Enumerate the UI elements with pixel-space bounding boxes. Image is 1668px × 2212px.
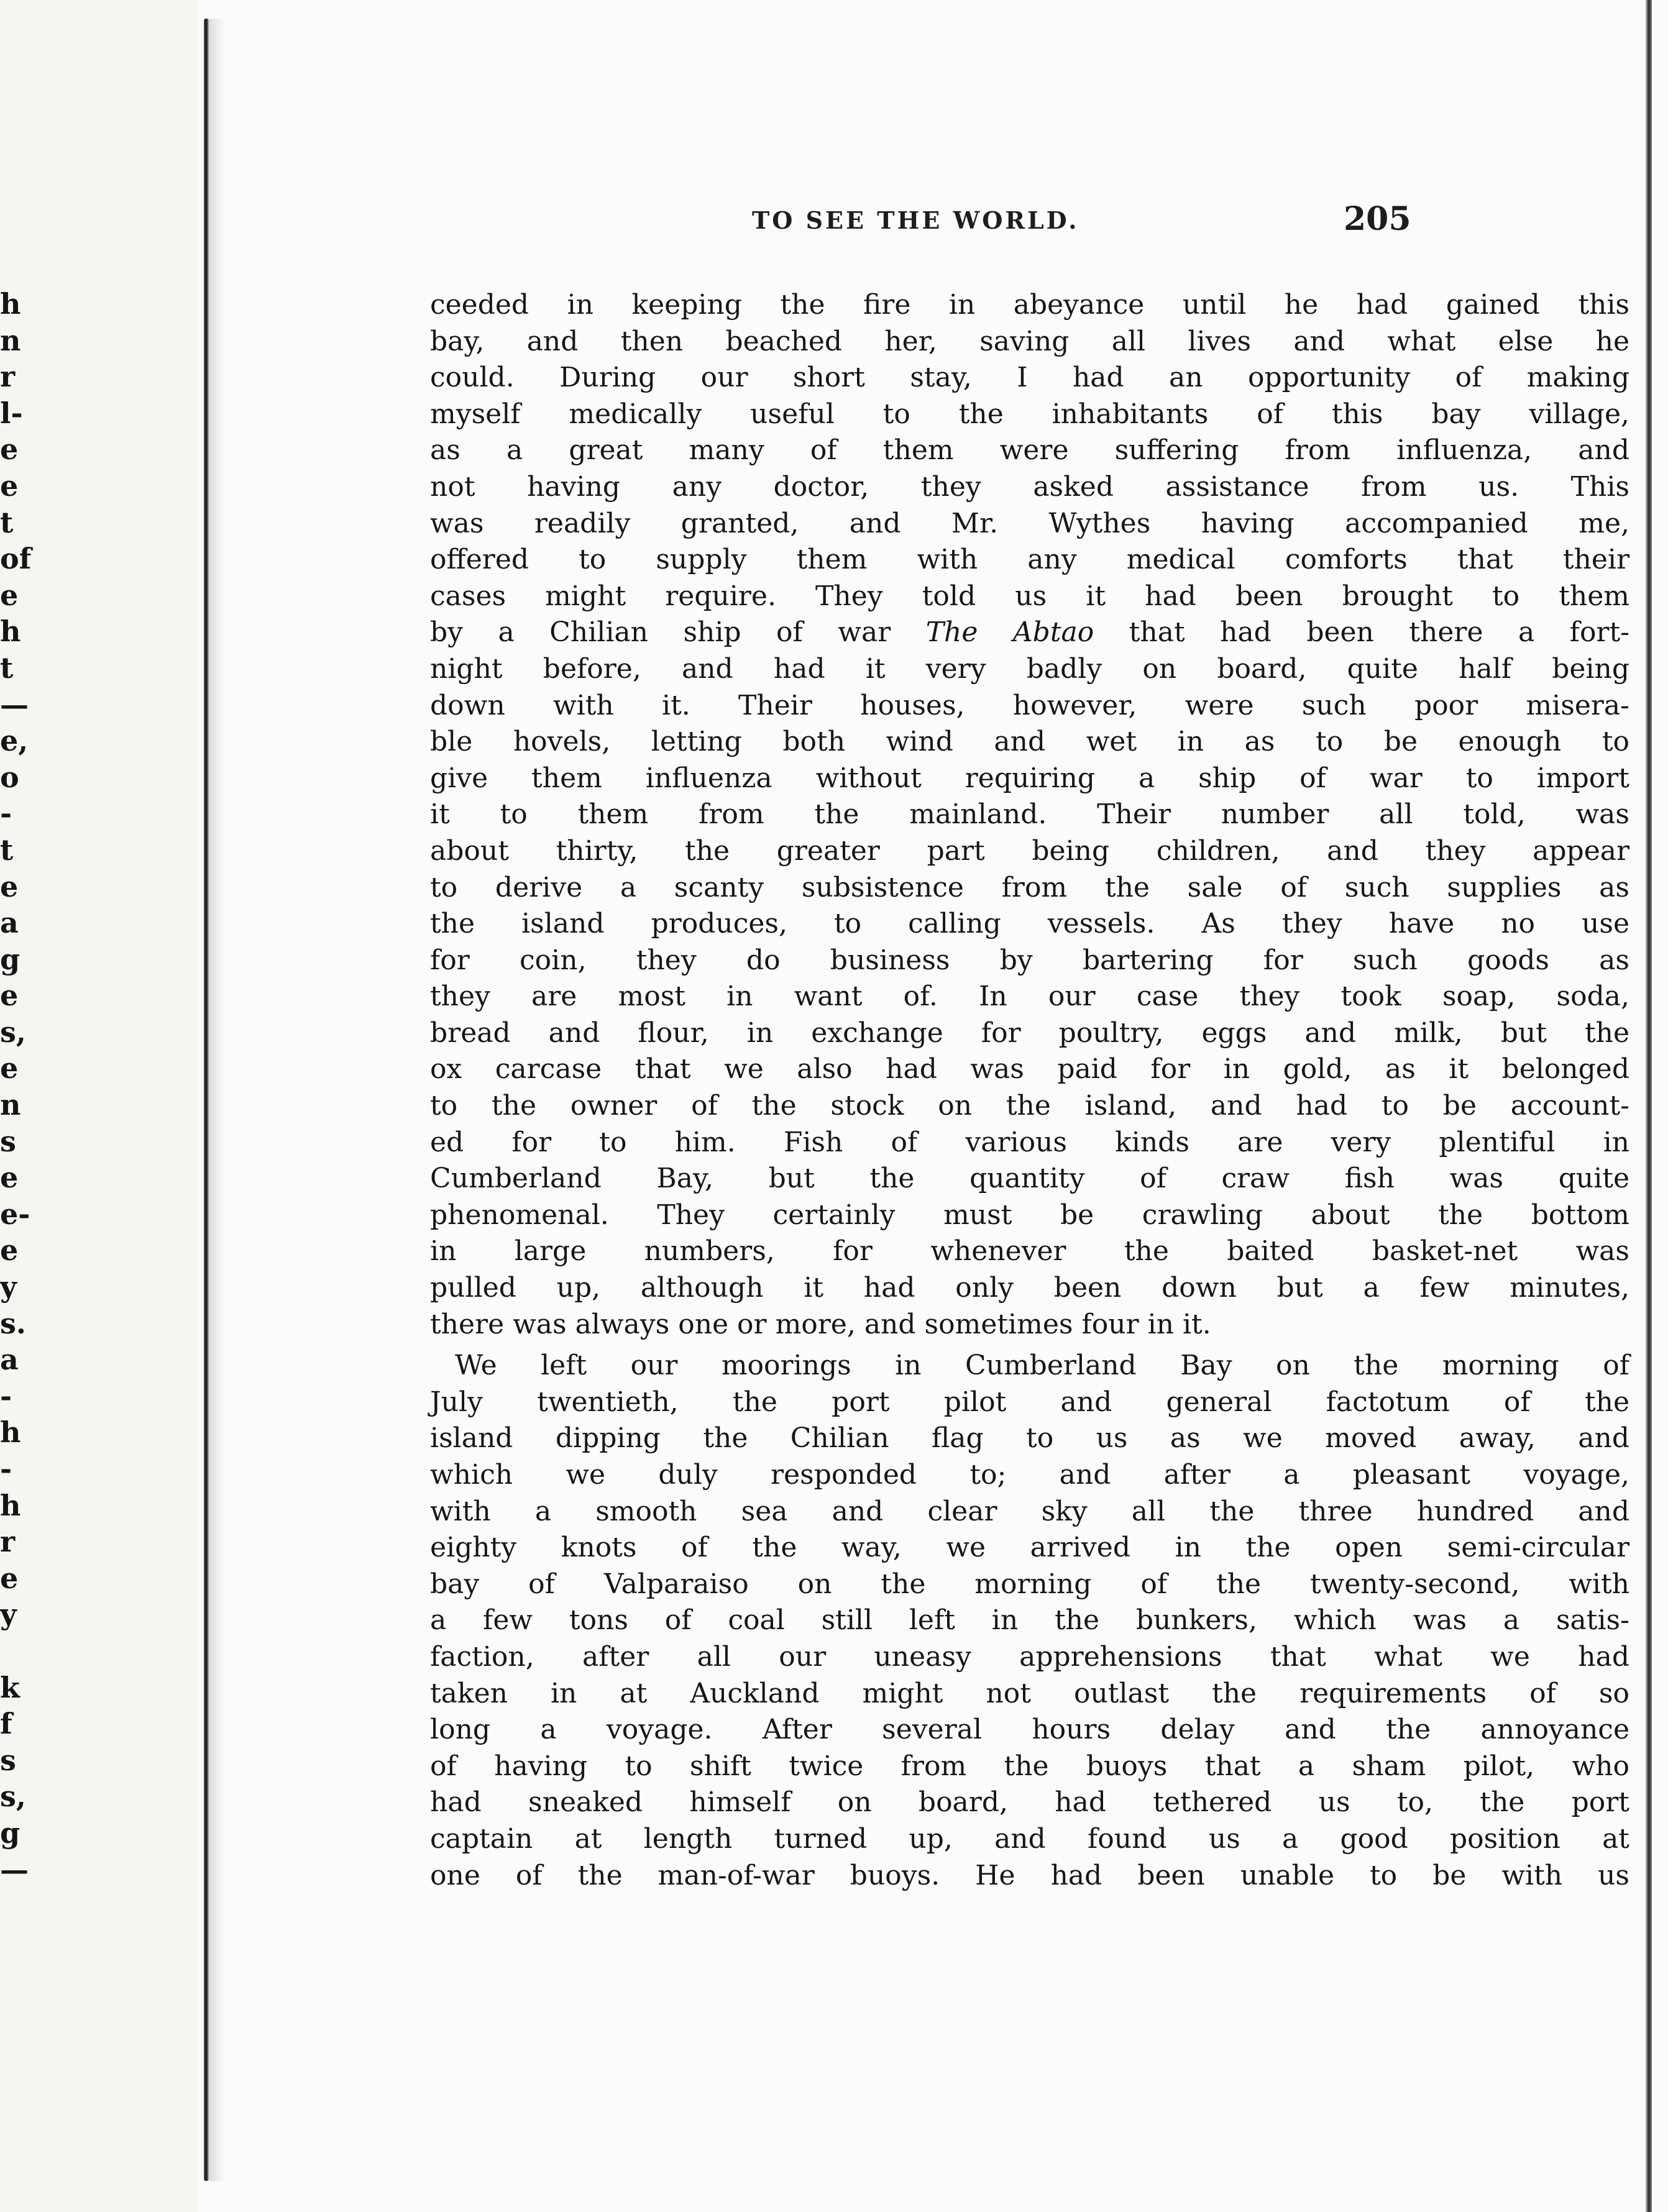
text-line: ceeded in keeping the fire in abeyance until he had gained this bbox=[430, 289, 1629, 321]
facing-letter: e bbox=[0, 869, 19, 903]
text-line: captain at length turned up, and found us a good position at bbox=[430, 1822, 1629, 1855]
text-line: July twentieth, the port pilot and general factotum of the bbox=[430, 1386, 1629, 1418]
text-line: about thirty, the greater part being children, and they appear bbox=[430, 834, 1629, 867]
facing-letter: - bbox=[0, 1379, 12, 1413]
text-line: in large numbers, for whenever the baited basket-net was bbox=[430, 1235, 1629, 1268]
ship-name-italic: The Abtao bbox=[925, 616, 1094, 649]
text-line: ox carcase that we also had was paid for in gold, as it belonged bbox=[430, 1053, 1629, 1085]
facing-letter: s. bbox=[0, 1306, 26, 1340]
text-line: ble hovels, letting both wind and wet in as to be enough to bbox=[430, 726, 1629, 758]
text-line: it to them from the mainland. Their number all told, was bbox=[430, 798, 1629, 831]
text-line: long a voyage. After several hours delay and the annoyance bbox=[430, 1714, 1629, 1746]
text-line: for coin, they do business by bartering for such goods as bbox=[430, 944, 1629, 976]
text-line: night before, and had it very badly on board, quite half being bbox=[430, 652, 1629, 685]
facing-letter: t bbox=[0, 505, 14, 539]
text-line: could. During our short stay, I had an opportunity of making bbox=[430, 362, 1629, 394]
text-line: to derive a scanty subsistence from the sale of such supplies as bbox=[430, 871, 1629, 903]
text-line: not having any doctor, they asked assistance from us. This bbox=[430, 470, 1629, 503]
facing-letter: r bbox=[0, 360, 16, 394]
text-line: bay, and then beached her, saving all lives and what else he bbox=[430, 325, 1629, 357]
text-line: to the owner of the stock on the island, and had to be account- bbox=[430, 1090, 1629, 1122]
facing-letter: e bbox=[0, 979, 19, 1013]
text-line: down with it. Their houses, however, were such poor misera- bbox=[430, 689, 1629, 721]
facing-letter: e bbox=[0, 578, 19, 612]
facing-letter: r bbox=[0, 1525, 16, 1559]
text-segment: that had been there a fort- bbox=[1094, 616, 1630, 649]
facing-letter: of bbox=[0, 542, 32, 576]
text-line: was readily granted, and Mr. Wythes having accompanied me, bbox=[430, 507, 1629, 539]
text-line: island dipping the Chilian flag to us as we moved away, and bbox=[430, 1422, 1629, 1455]
facing-letter: e- bbox=[0, 1197, 30, 1231]
text-line: give them influenza without requiring a ship of war to import bbox=[430, 762, 1629, 794]
text-line: with a smooth sea and clear sky all the three hundred and bbox=[430, 1495, 1629, 1527]
facing-page-edge bbox=[0, 0, 198, 2212]
facing-letter bbox=[0, 1633, 25, 1670]
body-text bbox=[430, 287, 1629, 1894]
text-line: phenomenal. They certainly must be crawling about the bottom bbox=[430, 1199, 1629, 1231]
facing-letter: g bbox=[0, 1816, 21, 1850]
facing-letter: n bbox=[0, 1088, 21, 1122]
facing-letter: h bbox=[0, 615, 21, 649]
facing-letter: f bbox=[0, 1707, 12, 1741]
paragraph-end-line: there was always one or more, and sometimes four in it. bbox=[430, 1308, 1211, 1340]
facing-letter: e bbox=[0, 1233, 19, 1268]
facing-page-letters bbox=[0, 286, 32, 1888]
facing-letter: e bbox=[0, 1051, 19, 1085]
facing-letter: y bbox=[0, 1597, 17, 1632]
paragraph-start-line: We left our moorings in Cumberland Bay on the morning of bbox=[455, 1350, 1629, 1382]
facing-letter: e, bbox=[0, 724, 29, 758]
facing-letter: o bbox=[0, 760, 19, 794]
running-head bbox=[225, 200, 1646, 244]
text-line: faction, after all our uneasy apprehensions that what we had bbox=[430, 1640, 1629, 1673]
text-line: which we duly responded to; and after a pleasant voyage, bbox=[430, 1459, 1629, 1491]
facing-letter: - bbox=[0, 797, 12, 831]
facing-letter: — bbox=[0, 1852, 29, 1886]
facing-letter: a bbox=[0, 1343, 19, 1377]
facing-letter: e bbox=[0, 1561, 19, 1595]
facing-letter: a bbox=[0, 906, 19, 940]
facing-letter: - bbox=[0, 1452, 12, 1486]
text-line: pulled up, although it had only been down but a few minutes, bbox=[430, 1272, 1629, 1304]
text-line: one of the man-of-war buoys. He had been unable to be with us bbox=[430, 1859, 1629, 1891]
text-line: a few tons of coal still left in the bunkers, which was a satis- bbox=[430, 1604, 1629, 1637]
text-line: Cumberland Bay, but the quantity of craw fish was quite bbox=[430, 1163, 1629, 1195]
text-line: taken in at Auckland might not outlast the requirements of so bbox=[430, 1677, 1629, 1709]
facing-letter: — bbox=[0, 687, 29, 721]
text-line: ed for to him. Fish of various kinds are very plentiful in bbox=[430, 1126, 1629, 1158]
page-right-edge bbox=[1646, 0, 1652, 2212]
facing-letter: h bbox=[0, 1415, 21, 1450]
text-line: cases might require. They told us it had been brought to them bbox=[430, 580, 1629, 612]
facing-letter: s, bbox=[0, 1015, 26, 1049]
text-line: bread and flour, in exchange for poultry, eggs and milk, but the bbox=[430, 1017, 1629, 1049]
facing-letter: s bbox=[0, 1124, 16, 1158]
book-gutter-line bbox=[204, 19, 209, 2181]
facing-letter: e bbox=[0, 432, 19, 467]
text-line: bay of Valparaiso on the morning of the twenty-second, with bbox=[430, 1568, 1629, 1600]
facing-letter: s, bbox=[0, 1780, 26, 1814]
facing-letter: h bbox=[0, 1488, 21, 1522]
facing-letter: s bbox=[0, 1743, 16, 1777]
facing-letter: e bbox=[0, 468, 19, 503]
facing-letter: e bbox=[0, 1161, 19, 1195]
text-line: had sneaked himself on board, had tethered us to, the port bbox=[430, 1786, 1629, 1819]
facing-letter: t bbox=[0, 833, 14, 867]
facing-letter: t bbox=[0, 651, 14, 685]
facing-letter: h bbox=[0, 287, 21, 321]
text-line: eighty knots of the way, we arrived in the open semi-circular bbox=[430, 1532, 1629, 1564]
facing-letter: n bbox=[0, 323, 21, 357]
facing-letter: g bbox=[0, 942, 21, 976]
facing-letter: y bbox=[0, 1270, 17, 1304]
text-segment: by a Chilian ship of war bbox=[430, 616, 926, 649]
text-line: offered to supply them with any medical comforts that their bbox=[430, 544, 1629, 576]
text-line: myself medically useful to the inhabitants of this bay village, bbox=[430, 398, 1629, 430]
text-line: as a great many of them were suffering from influenza, and bbox=[430, 434, 1629, 467]
text-line: of having to shift twice from the buoys that a sham pilot, who bbox=[430, 1750, 1629, 1782]
text-line-with-ship-name bbox=[430, 615, 1629, 651]
facing-letter: k bbox=[0, 1670, 20, 1704]
running-title: TO SEE THE WORLD. bbox=[752, 206, 1079, 234]
text-line: the island produces, to calling vessels. As they have no use bbox=[430, 908, 1629, 940]
text-line: they are most in want of. In our case they took soap, soda, bbox=[430, 980, 1629, 1013]
book-page bbox=[225, 0, 1646, 2212]
book-gutter-shadow bbox=[209, 19, 225, 2181]
page-number: 205 bbox=[1344, 200, 1411, 238]
facing-letter: l- bbox=[0, 396, 23, 430]
